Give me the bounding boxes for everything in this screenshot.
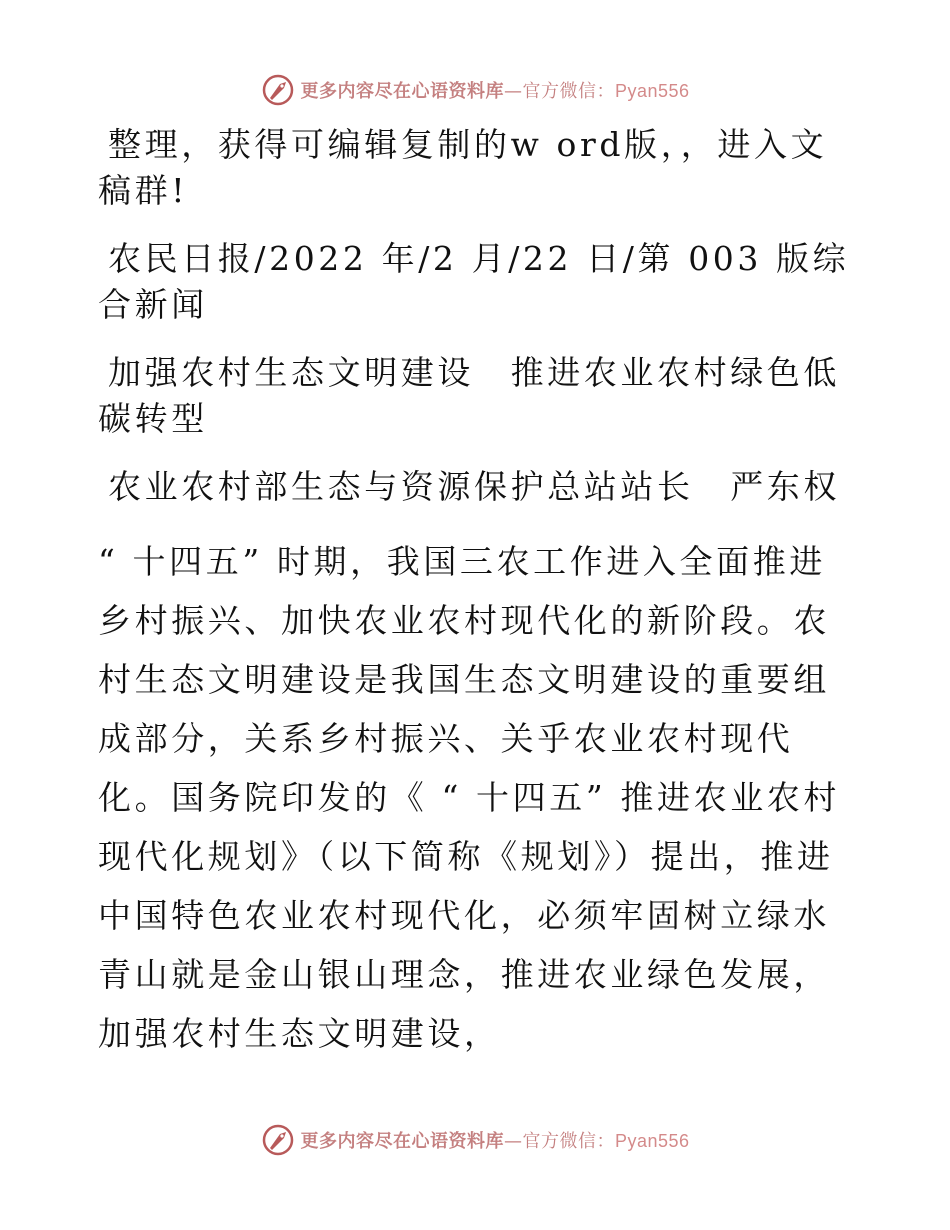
watermark-text [300, 77, 689, 103]
watermark-id: Pyan556 [614, 81, 690, 101]
footer-watermark [0, 1120, 950, 1160]
watermark-main: 更多内容尽在心语资料库 [300, 1131, 504, 1152]
header-watermark [0, 70, 950, 110]
watermark-main: 更多内容尽在心语资料库 [300, 81, 504, 102]
pen-nib-seal-icon [260, 1122, 296, 1158]
watermark-sub: 官方微信： [522, 1131, 615, 1152]
watermark-text [300, 1127, 689, 1153]
document-content [98, 122, 858, 1063]
intro-paragraph: 整理，获得可编辑复制的w ord版，，进入文稿群! [98, 125, 828, 210]
watermark-sub: 官方微信： [522, 81, 615, 102]
watermark-dash: — [503, 1131, 523, 1152]
pen-nib-seal-icon [260, 72, 296, 108]
watermark-dash: — [503, 81, 523, 102]
source-line: 农民日报/2022 年/2 月/22 日/第 003 版综合新闻 [98, 239, 850, 324]
body-paragraph: “ 十四五” 时期，我国三农工作进入全面推进乡村振兴、加快农业农村现代化的新阶段。农村生态文明建设是我国生态文明建设的重要组成部分，关系乡村振兴、关乎农业农村现代化。国务院印发的《 “ 十四五” 推进农业农村现代化规划》（以下简称《规划》）提出，推进中国特色农业农村现代化，必须牢固树立绿水青山就是金山银山理念，推进农业绿色发展，加强农村生态文明建设， [98, 542, 841, 1053]
author-line: 农业农村部生态与资源保护总站站长 严东权 [108, 467, 840, 506]
watermark-id: Pyan556 [614, 1131, 690, 1151]
headline: 加强农村生态文明建设 推进农业农村绿色低碳转型 [98, 353, 840, 438]
